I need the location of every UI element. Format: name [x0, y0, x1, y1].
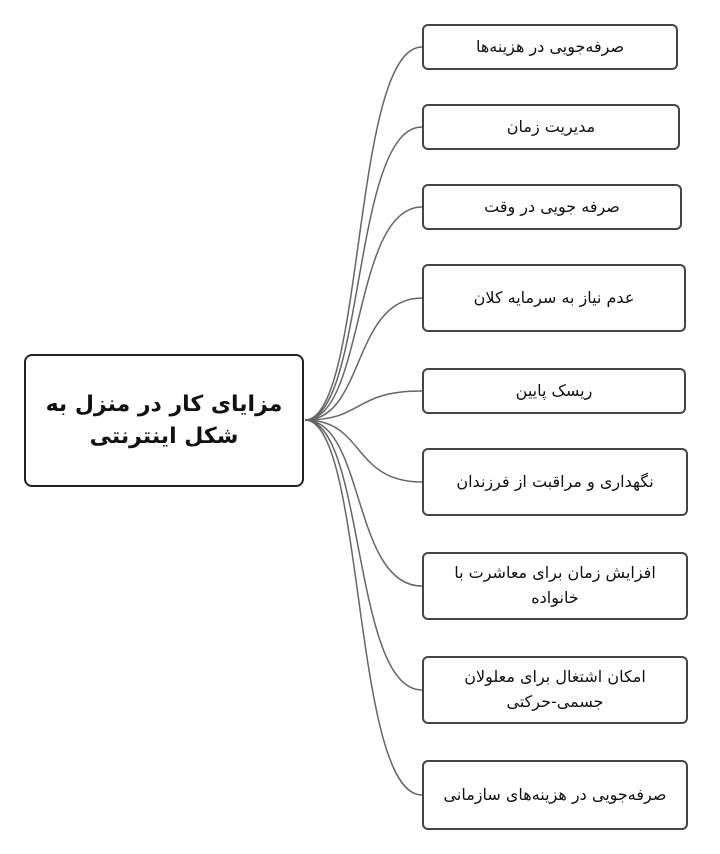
- connector-line: [305, 47, 422, 420]
- leaf-label: صرفه جویی در وقت: [484, 196, 620, 216]
- connector-line: [305, 298, 422, 420]
- leaf-node-time-management: [422, 104, 680, 150]
- leaf-label: افزایش زمان برای معاشرت با خانواده: [454, 563, 656, 607]
- connector-line: [305, 420, 422, 690]
- connector-line: [305, 207, 422, 420]
- connector-line: [305, 420, 422, 795]
- leaf-label: مدیریت زمان: [506, 116, 596, 136]
- leaf-label: نگهداری و مراقبت از فرزندان: [456, 471, 654, 491]
- leaf-node-childcare: [422, 448, 688, 516]
- leaf-label: ریسک پایین: [515, 380, 593, 400]
- leaf-node-time-saving: [422, 184, 682, 230]
- leaf-node-family-time: [422, 552, 688, 620]
- leaf-label: صرفه‌جویی در هزینه‌های سازمانی: [443, 784, 667, 804]
- leaf-label: صرفه‌جویی در هزینه‌ها: [475, 36, 625, 56]
- root-node-label: مزایای کار در منزل به شکل اینترنتی: [45, 391, 283, 449]
- leaf-label: عدم نیاز به سرمایه کلان: [473, 287, 635, 307]
- leaf-node-disabled-employment: [422, 656, 688, 724]
- leaf-label: امکان اشتغال برای معلولان جسمی-حرکتی: [464, 667, 646, 711]
- connector-line: [305, 420, 422, 586]
- connector-line: [305, 127, 422, 420]
- leaf-node-low-risk: [422, 368, 686, 414]
- leaf-node-organizational-cost-saving: [422, 760, 688, 830]
- root-node: [24, 354, 304, 487]
- leaf-node-no-capital: [422, 264, 686, 332]
- leaf-node-cost-saving: [422, 24, 678, 70]
